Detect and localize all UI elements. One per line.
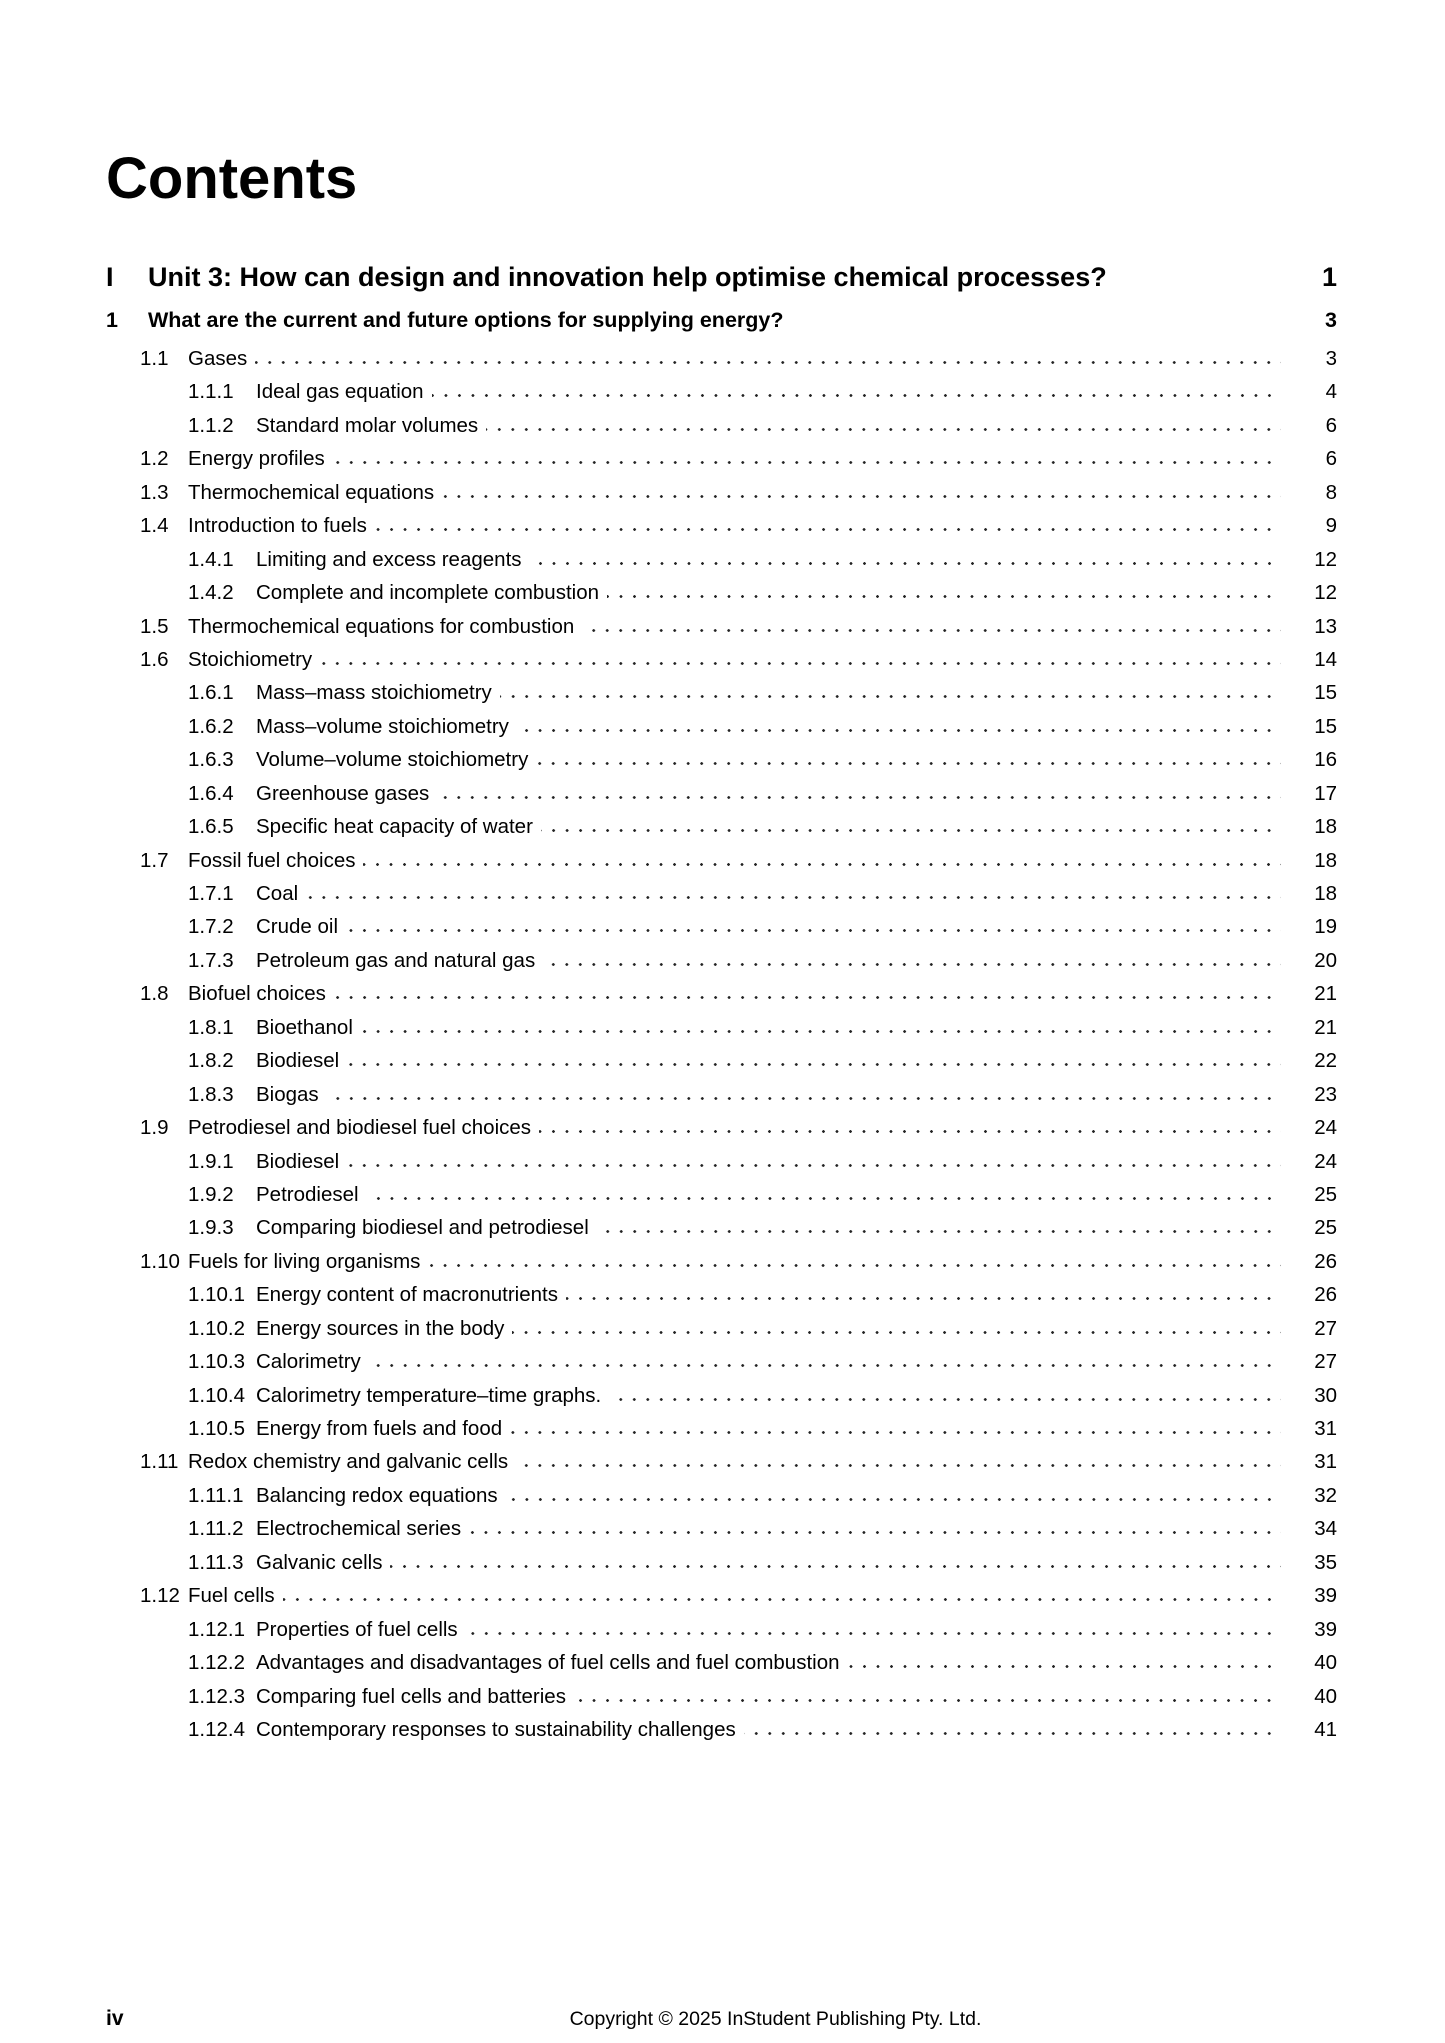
toc-entry-number: 1.9.2: [188, 1182, 234, 1206]
toc-entry-page: 26: [1314, 1283, 1337, 1307]
dot-leader: [334, 995, 1281, 1000]
dot-leader: [283, 1597, 1281, 1602]
toc-entry-title: Comparing fuel cells and batteries: [256, 1684, 566, 1708]
toc-entry-number: 1.6.5: [188, 815, 234, 839]
toc-entry-page: 6: [1325, 447, 1337, 471]
toc-entry-page: 31: [1314, 1417, 1337, 1440]
toc-entry[interactable]: [106, 910, 1337, 943]
toc-entry-page: 22: [1314, 1049, 1337, 1073]
toc-entry-title: Calorimetry: [256, 1350, 361, 1374]
dot-leader: [609, 1397, 1281, 1402]
toc-entry-number: 1.10.3: [188, 1350, 245, 1374]
toc-entry-number: 1.8: [140, 982, 169, 1006]
toc-entry-page: 15: [1314, 681, 1337, 705]
toc-entries: [106, 342, 1337, 1746]
toc-entry[interactable]: [106, 543, 1337, 576]
toc-entry-title: Ideal gas equation: [256, 380, 424, 404]
table-of-contents: [106, 262, 1337, 1746]
toc-entry-number: 1.6: [140, 647, 169, 671]
toc-entry-page: 12: [1314, 581, 1337, 605]
toc-entry-number: 1.9.1: [188, 1149, 234, 1173]
dot-leader: [363, 862, 1281, 867]
dot-leader: [390, 1564, 1281, 1569]
footer-copyright: Copyright © 2025 InStudent Publishing Pty. Ltd.: [569, 2008, 982, 2030]
toc-unit-row[interactable]: [106, 262, 1337, 292]
toc-entry[interactable]: [106, 977, 1337, 1010]
toc-entry-page: 40: [1314, 1684, 1337, 1708]
toc-entry-title: Limiting and excess reagents: [256, 547, 522, 571]
toc-entry-number: 1.10.4: [188, 1383, 245, 1407]
dot-leader: [347, 1163, 1281, 1168]
toc-entry-page: 24: [1314, 1149, 1337, 1173]
toc-entry-title: Biodiesel: [256, 1149, 340, 1173]
toc-entry[interactable]: [106, 1312, 1337, 1345]
toc-entry-title: Thermochemical equations for combustion: [188, 614, 575, 638]
toc-entry-number: 1.7.2: [188, 915, 234, 939]
toc-entry-page: 9: [1325, 514, 1337, 538]
dot-leader: [255, 360, 1281, 365]
toc-entry[interactable]: [106, 743, 1337, 776]
toc-entry-number: 1.12.1: [188, 1617, 245, 1641]
toc-unit-page: 1: [1321, 262, 1337, 292]
dot-leader: [539, 1129, 1281, 1134]
toc-entry[interactable]: [106, 610, 1337, 643]
dot-leader: [432, 393, 1281, 398]
toc-entry[interactable]: [106, 1078, 1337, 1111]
toc-entry-title: Electrochemical series: [256, 1517, 462, 1541]
toc-entry-title: Complete and incomplete combustion: [256, 581, 599, 605]
toc-entry-page: 18: [1314, 882, 1337, 905]
toc-entry-title: Introduction to fuels: [188, 514, 367, 538]
toc-entry-page: 14: [1314, 647, 1337, 671]
toc-entry-number: 1.10: [140, 1249, 180, 1273]
toc-entry-title: Standard molar volumes: [256, 413, 479, 437]
toc-entry-number: 1.1: [140, 347, 169, 370]
toc-entry-page: 4: [1325, 380, 1337, 404]
toc-entry-page: 25: [1314, 1182, 1337, 1206]
dot-leader: [437, 795, 1281, 800]
toc-entry-page: 24: [1314, 1116, 1337, 1140]
toc-entry[interactable]: [106, 1345, 1337, 1378]
toc-entry-title: Calorimetry temperature–time graphs.: [256, 1383, 602, 1407]
toc-entry-title: Stoichiometry: [188, 647, 313, 671]
toc-entry[interactable]: [106, 1278, 1337, 1311]
footer-page-number: iv: [106, 2007, 124, 2030]
toc-entry-page: 15: [1314, 714, 1337, 738]
toc-entry-title: Fuel cells: [188, 1584, 275, 1608]
toc-entry-title: Redox chemistry and galvanic cells: [188, 1450, 509, 1474]
toc-entry-number: 1.11.1: [188, 1483, 244, 1507]
dot-leader: [566, 1296, 1281, 1301]
toc-entry[interactable]: [106, 1579, 1337, 1612]
toc-entry-title: Thermochemical equations: [188, 480, 435, 504]
toc-entry[interactable]: [106, 1379, 1337, 1412]
toc-entry-title: Energy from fuels and food: [256, 1417, 503, 1440]
toc-entry[interactable]: [106, 342, 1337, 375]
toc-entry-page: 34: [1314, 1517, 1337, 1541]
toc-entry-page: 25: [1314, 1216, 1337, 1240]
toc-entry-page: 19: [1314, 915, 1337, 939]
dot-leader: [512, 1330, 1281, 1335]
toc-entry-page: 31: [1314, 1450, 1337, 1474]
toc-entry[interactable]: [106, 1445, 1337, 1478]
dot-leader: [516, 1463, 1281, 1468]
dot-leader: [327, 1096, 1281, 1101]
toc-entry-title: Galvanic cells: [256, 1550, 383, 1574]
toc-entry-page: 20: [1314, 948, 1337, 972]
toc-entry-page: 8: [1325, 480, 1337, 504]
dot-leader: [541, 828, 1281, 833]
toc-chapter-number: 1: [106, 308, 118, 332]
dot-leader: [442, 494, 1281, 499]
toc-entry-page: 26: [1314, 1249, 1337, 1273]
toc-entry-title: Specific heat capacity of water: [256, 815, 533, 839]
toc-entry-number: 1.1.1: [188, 380, 234, 404]
toc-entry[interactable]: [106, 442, 1337, 475]
toc-entry-page: 3: [1325, 347, 1337, 370]
toc-entry-title: Contemporary responses to sustainability challenges: [256, 1717, 736, 1741]
dot-leader: [582, 628, 1281, 633]
toc-entry-number: 1.5: [140, 614, 169, 638]
toc-entry[interactable]: [106, 1479, 1337, 1512]
toc-entry-title: Energy sources in the body: [256, 1316, 505, 1340]
toc-entry-title: Biogas: [256, 1082, 319, 1106]
toc-entry-page: 35: [1314, 1550, 1337, 1574]
dot-leader: [333, 460, 1281, 465]
toc-chapter-row[interactable]: [106, 308, 1337, 332]
toc-entry-page: 16: [1314, 748, 1337, 772]
toc-entry-number: 1.11.3: [188, 1550, 244, 1574]
toc-entry-title: Fossil fuel choices: [188, 848, 356, 872]
toc-entry-title: Coal: [256, 882, 299, 905]
toc-entry-number: 1.1.2: [188, 413, 234, 437]
toc-entry-number: 1.11.2: [188, 1517, 244, 1541]
dot-leader: [506, 1497, 1281, 1502]
toc-entry[interactable]: [106, 1145, 1337, 1178]
dot-leader: [347, 1062, 1281, 1067]
toc-entry-number: 1.10.1: [188, 1283, 245, 1307]
toc-entry-page: 23: [1314, 1082, 1337, 1106]
dot-leader: [320, 661, 1281, 666]
toc-entry-title: Gases: [188, 347, 248, 370]
dot-leader: [510, 1430, 1281, 1435]
toc-entry[interactable]: [106, 1011, 1337, 1044]
toc-chapter-page: 3: [1325, 308, 1337, 332]
toc-entry-title: Petroleum gas and natural gas: [256, 948, 536, 972]
dot-leader: [543, 962, 1281, 967]
toc-entry-number: 1.4.1: [188, 547, 234, 571]
toc-entry[interactable]: [106, 1613, 1337, 1646]
toc-entry[interactable]: [106, 844, 1337, 877]
page-title: Contents: [106, 146, 358, 211]
toc-entry-number: 1.7.1: [188, 882, 234, 905]
toc-entry[interactable]: [106, 643, 1337, 676]
toc-entry-title: Balancing redox equations: [256, 1483, 498, 1507]
toc-entry-number: 1.4: [140, 514, 169, 538]
toc-entry-page: 30: [1314, 1383, 1337, 1407]
toc-entry[interactable]: [106, 1044, 1337, 1077]
toc-entry-title: Crude oil: [256, 915, 339, 939]
toc-entry[interactable]: [106, 1546, 1337, 1579]
toc-entry-title: Advantages and disadvantages of fuel cells and fuel combustion: [256, 1651, 840, 1675]
toc-entry-title: Properties of fuel cells: [256, 1617, 458, 1641]
toc-entry-number: 1.9: [140, 1116, 169, 1140]
toc-entry-number: 1.6.4: [188, 781, 234, 805]
toc-entry-page: 39: [1314, 1617, 1337, 1641]
dot-leader: [469, 1530, 1281, 1535]
dot-leader: [848, 1664, 1282, 1669]
toc-entry-page: 39: [1314, 1584, 1337, 1608]
toc-entry[interactable]: [106, 710, 1337, 743]
toc-entry-number: 1.3: [140, 480, 169, 504]
toc-entry-page: 27: [1314, 1350, 1337, 1374]
toc-entry-number: 1.4.2: [188, 581, 234, 605]
toc-unit-title: Unit 3: How can design and innovation help optimise chemical processes?: [148, 262, 1107, 292]
dot-leader: [361, 1029, 1281, 1034]
toc-entry[interactable]: [106, 1646, 1337, 1679]
toc-entry-page: 41: [1314, 1717, 1337, 1741]
toc-entry-number: 1.6.1: [188, 681, 234, 705]
dot-leader: [428, 1263, 1281, 1268]
toc-entry-title: Volume–volume stoichiometry: [256, 748, 529, 772]
toc-entry[interactable]: [106, 1412, 1337, 1445]
toc-entry-title: Mass–mass stoichiometry: [256, 681, 492, 705]
dot-leader: [466, 1631, 1281, 1636]
dot-leader: [530, 561, 1281, 566]
toc-entry[interactable]: [106, 1512, 1337, 1545]
toc-entry-number: 1.7: [140, 848, 169, 872]
toc-entry-page: 13: [1314, 614, 1337, 638]
toc-entry[interactable]: [106, 1245, 1337, 1278]
toc-entry-title: Mass–volume stoichiometry: [256, 714, 509, 738]
toc-entry[interactable]: [106, 409, 1337, 442]
toc-entry-number: 1.12: [140, 1584, 180, 1608]
toc-entry-number: 1.8.2: [188, 1049, 234, 1073]
toc-entry-title: Petrodiesel: [256, 1182, 359, 1206]
toc-entry-title: Petrodiesel and biodiesel fuel choices: [188, 1116, 532, 1140]
toc-entry[interactable]: [106, 1680, 1337, 1713]
toc-entry-title: Greenhouse gases: [256, 781, 430, 805]
toc-entry-number: 1.12.2: [188, 1651, 245, 1675]
toc-entry-number: 1.8.3: [188, 1082, 234, 1106]
toc-entry[interactable]: [106, 1178, 1337, 1211]
toc-unit-number: I: [106, 262, 114, 292]
dot-leader: [607, 594, 1281, 599]
toc-entry-number: 1.11: [140, 1450, 179, 1474]
toc-entry-number: 1.12.3: [188, 1684, 245, 1708]
toc-entry-page: 27: [1314, 1316, 1337, 1340]
toc-entry[interactable]: [106, 1211, 1337, 1244]
toc-entry-page: 18: [1314, 848, 1337, 872]
toc-entry-number: 1.6.2: [188, 714, 234, 738]
toc-entry-page: 18: [1314, 815, 1337, 839]
toc-entry[interactable]: [106, 375, 1337, 408]
dot-leader: [375, 527, 1281, 532]
toc-entry-page: 21: [1314, 982, 1337, 1006]
toc-entry-number: 1.9.3: [188, 1216, 234, 1240]
toc-entry-page: 17: [1314, 781, 1337, 805]
toc-entry-title: Fuels for living organisms: [188, 1249, 421, 1273]
toc-entry-title: Energy profiles: [188, 447, 325, 471]
toc-entry-number: 1.8.1: [188, 1015, 234, 1039]
toc-entry[interactable]: [106, 576, 1337, 609]
dot-leader: [574, 1698, 1281, 1703]
dot-leader: [306, 895, 1281, 900]
toc-entry-title: Biofuel choices: [188, 982, 326, 1006]
toc-entry-title: Energy content of macronutrients: [256, 1283, 558, 1307]
toc-entry[interactable]: [106, 509, 1337, 542]
toc-entry-page: 6: [1325, 413, 1337, 437]
toc-entry-title: Comparing biodiesel and petrodiesel: [256, 1216, 589, 1240]
toc-entry-number: 1.12.4: [188, 1717, 245, 1741]
toc-entry[interactable]: [106, 944, 1337, 977]
toc-entry-page: 12: [1314, 547, 1337, 571]
toc-entry[interactable]: [106, 676, 1337, 709]
dot-leader: [367, 1196, 1281, 1201]
dot-leader: [744, 1731, 1281, 1736]
toc-entry[interactable]: [106, 1111, 1337, 1144]
toc-entry-title: Bioethanol: [256, 1015, 353, 1039]
toc-entry[interactable]: [106, 877, 1337, 910]
dot-leader: [517, 728, 1281, 733]
dot-leader: [486, 427, 1281, 432]
dot-leader: [536, 761, 1281, 766]
toc-entry[interactable]: [106, 476, 1337, 509]
dot-leader: [500, 694, 1281, 699]
toc-entry-number: 1.6.3: [188, 748, 234, 772]
toc-entry[interactable]: [106, 777, 1337, 810]
toc-entry-page: 21: [1314, 1015, 1337, 1039]
dot-leader: [346, 928, 1281, 933]
toc-entry-number: 1.7.3: [188, 948, 234, 972]
toc-chapter-title: What are the current and future options for supplying energy?: [148, 308, 784, 332]
toc-entry-number: 1.10.2: [188, 1316, 245, 1340]
toc-entry[interactable]: [106, 1713, 1337, 1746]
toc-entry-number: 1.10.5: [188, 1417, 245, 1440]
toc-entry-title: Biodiesel: [256, 1049, 340, 1073]
toc-entry-number: 1.2: [140, 447, 169, 471]
toc-entry-page: 32: [1314, 1483, 1337, 1507]
dot-leader: [369, 1363, 1281, 1368]
dot-leader: [597, 1229, 1281, 1234]
toc-entry-page: 40: [1314, 1651, 1337, 1675]
toc-entry[interactable]: [106, 810, 1337, 843]
